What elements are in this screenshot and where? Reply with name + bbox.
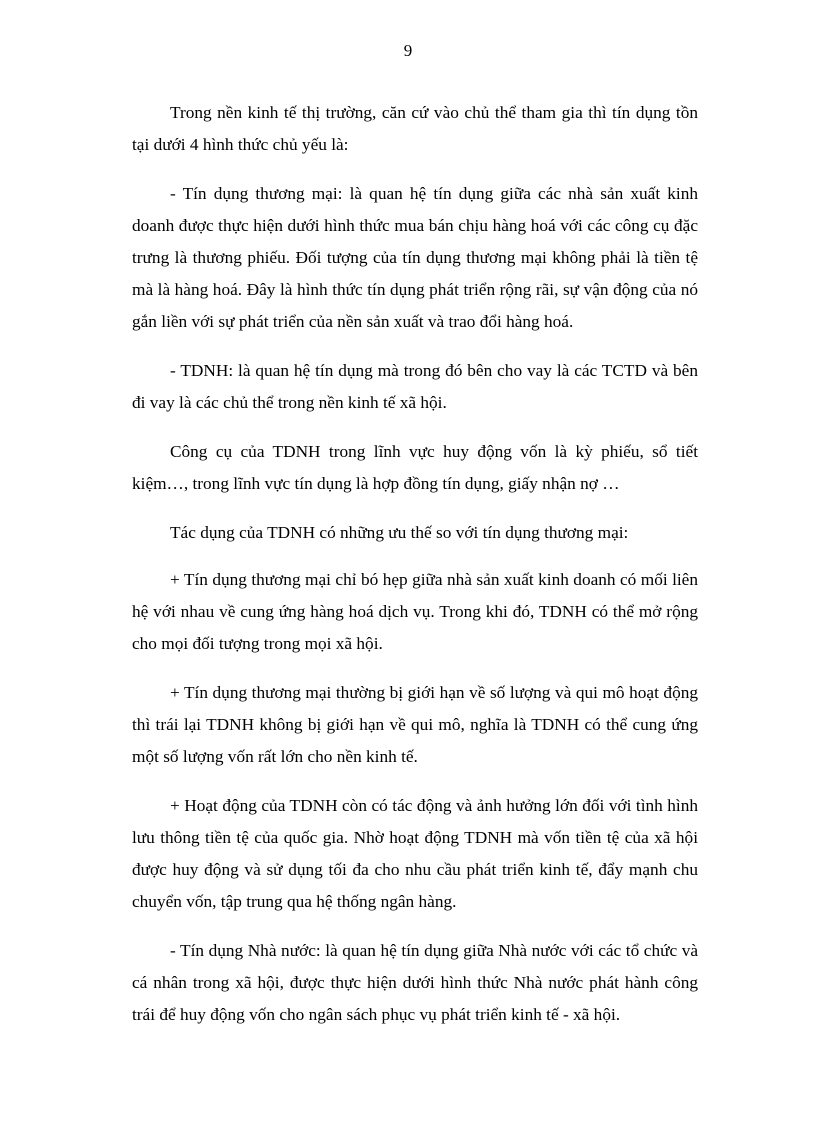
paragraph-advantage-scope: + Tín dụng thương mại chỉ bó hẹp giữa nhà sản xuất kinh doanh có mối liên hệ với nhau về cung ứng hàng hoá dịch vụ. Trong khi đó, TDNH có thể mở rộng cho mọi đối tượng trong mọi xã hội. <box>132 570 698 653</box>
paragraph-intro: Trong nền kinh tế thị trường, căn cứ vào chủ thể tham gia thì tín dụng tồn tại dưới 4 hình thức chủ yếu là: <box>132 103 698 154</box>
paragraph-state-credit: - Tín dụng Nhà nước: là quan hệ tín dụng giữa Nhà nước với các tổ chức và cá nhân trong xã hội, được thực hiện dưới hình thức Nhà nước phát hành công trái để huy động vốn cho ngân sách phục vụ phát triển kinh tế - xã hội. <box>132 941 698 1024</box>
paragraph-bank-credit: - TDNH: là quan hệ tín dụng mà trong đó bên cho vay là các TCTD và bên đi vay là các chủ thể trong nền kinh tế xã hội. <box>132 361 698 412</box>
page-number: 9 <box>403 41 413 60</box>
paragraph-bank-credit-advantages: Tác dụng của TDNH có những ưu thế so với tín dụng thương mại: <box>170 523 629 542</box>
paragraph-advantage-circulation: + Hoạt động của TDNH còn có tác động và ảnh hưởng lớn đối với tình hình lưu thông tiền tệ của quốc gia. Nhờ hoạt động TDNH mà vốn tiền tệ của xã hội được huy động và sử dụng tối đa cho nhu cầu phát triển kinh tế, đẩy mạnh chu chuyển vốn, tập trung qua hệ thống ngân hàng. <box>132 796 698 911</box>
paragraph-commercial-credit: - Tín dụng thương mại: là quan hệ tín dụng giữa các nhà sản xuất kinh doanh được thực hiện dưới hình thức mua bán chịu hàng hoá với các công cụ đặc trưng là thương phiếu. Đối tượng của tín dụng thương mại không phải là tiền tệ mà là hàng hoá. Đây là hình thức tín dụng phát triển rộng rãi, sự vận động của nó gắn liền với sự phát triển của nền sản xuất và trao đổi hàng hoá. <box>132 184 698 331</box>
paragraph-advantage-scale: + Tín dụng thương mại thường bị giới hạn về số lượng và qui mô hoạt động thì trái lại TDNH không bị giới hạn về qui mô, nghĩa là TDNH có thể cung ứng một số lượng vốn rất lớn cho nền kinh tế. <box>132 683 698 766</box>
body-text <box>132 97 698 1048</box>
paragraph-bank-credit-tools: Công cụ của TDNH trong lĩnh vực huy động vốn là kỳ phiếu, sổ tiết kiệm…, trong lĩnh vực tín dụng là hợp đồng tín dụng, giấy nhận nợ … <box>132 442 698 493</box>
